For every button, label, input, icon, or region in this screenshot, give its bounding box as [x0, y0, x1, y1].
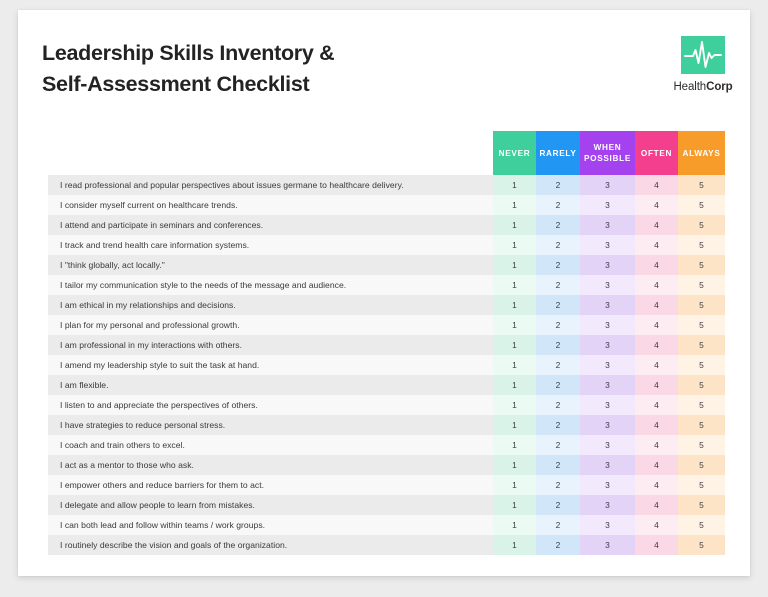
row-spacer-left: [18, 395, 48, 415]
scale-header-rarely[interactable]: [536, 131, 580, 175]
rating-cell[interactable]: 3: [580, 435, 635, 455]
rating-cell[interactable]: 2: [536, 295, 580, 315]
statement-cell: I plan for my personal and professional growth.: [48, 315, 493, 335]
header-spacer-left: [18, 131, 48, 175]
statement-cell: I delegate and allow people to learn from mistakes.: [48, 495, 493, 515]
rating-cell[interactable]: 2: [536, 315, 580, 335]
rating-cell[interactable]: 4: [635, 295, 678, 315]
row-spacer-right: [725, 335, 750, 355]
rating-cell[interactable]: 2: [536, 395, 580, 415]
rating-cell[interactable]: 3: [580, 475, 635, 495]
row-spacer-left: [18, 215, 48, 235]
statement-cell: I am ethical in my relationships and decisions.: [48, 295, 493, 315]
rating-cell[interactable]: 4: [635, 215, 678, 235]
rating-cell[interactable]: 1: [493, 475, 536, 495]
rating-cell[interactable]: 1: [493, 255, 536, 275]
table-row: [18, 235, 750, 255]
header-spacer-right: [725, 131, 750, 175]
rating-cell[interactable]: 2: [536, 415, 580, 435]
rating-cell[interactable]: 3: [580, 415, 635, 435]
rating-cell[interactable]: 2: [536, 515, 580, 535]
assessment-table-container: [18, 131, 750, 555]
rating-cell[interactable]: 5: [678, 255, 725, 275]
rating-cell[interactable]: 1: [493, 295, 536, 315]
rating-cell[interactable]: 5: [678, 355, 725, 375]
header-statement-column: [48, 131, 493, 175]
rating-cell[interactable]: 1: [493, 495, 536, 515]
row-spacer-right: [725, 455, 750, 475]
rating-cell[interactable]: 3: [580, 515, 635, 535]
table-row: [18, 375, 750, 395]
table-header-row: [18, 131, 750, 175]
rating-cell[interactable]: 4: [635, 455, 678, 475]
table-row: [18, 535, 750, 555]
rating-cell[interactable]: 4: [635, 175, 678, 195]
rating-cell[interactable]: 2: [536, 495, 580, 515]
statement-cell: I track and trend health care information systems.: [48, 235, 493, 255]
row-spacer-left: [18, 455, 48, 475]
rating-cell[interactable]: 4: [635, 315, 678, 335]
rating-cell[interactable]: 1: [493, 175, 536, 195]
rating-cell[interactable]: 3: [580, 175, 635, 195]
rating-cell[interactable]: 4: [635, 235, 678, 255]
rating-cell[interactable]: 5: [678, 395, 725, 415]
row-spacer-left: [18, 515, 48, 535]
rating-cell[interactable]: 2: [536, 535, 580, 555]
statement-cell: I routinely describe the vision and goals of the organization.: [48, 535, 493, 555]
rating-cell[interactable]: 1: [493, 515, 536, 535]
row-spacer-left: [18, 335, 48, 355]
row-spacer-right: [725, 315, 750, 335]
scale-header-always[interactable]: [678, 131, 725, 175]
row-spacer-right: [725, 355, 750, 375]
table-row: [18, 515, 750, 535]
statement-cell: I am professional in my interactions with others.: [48, 335, 493, 355]
rating-cell[interactable]: 4: [635, 415, 678, 435]
row-spacer-right: [725, 395, 750, 415]
row-spacer-left: [18, 255, 48, 275]
statement-cell: I have strategies to reduce personal stress.: [48, 415, 493, 435]
row-spacer-right: [725, 235, 750, 255]
rating-cell[interactable]: 5: [678, 375, 725, 395]
rating-cell[interactable]: 5: [678, 495, 725, 515]
rating-cell[interactable]: 3: [580, 335, 635, 355]
brand-name: [668, 81, 738, 93]
rating-cell[interactable]: 2: [536, 335, 580, 355]
row-spacer-right: [725, 255, 750, 275]
rating-cell[interactable]: 2: [536, 175, 580, 195]
rating-cell[interactable]: 1: [493, 335, 536, 355]
rating-cell[interactable]: 5: [678, 455, 725, 475]
rating-cell[interactable]: 5: [678, 335, 725, 355]
statement-cell: I am flexible.: [48, 375, 493, 395]
table-row: [18, 475, 750, 495]
scale-header-label: ALWAYS: [682, 148, 721, 158]
rating-cell[interactable]: 4: [635, 495, 678, 515]
table-row: [18, 315, 750, 335]
row-spacer-left: [18, 195, 48, 215]
rating-cell[interactable]: 3: [580, 495, 635, 515]
rating-cell[interactable]: 1: [493, 455, 536, 475]
rating-cell[interactable]: 1: [493, 315, 536, 335]
scale-header-label: NEVER: [498, 148, 531, 158]
table-row: [18, 255, 750, 275]
row-spacer-right: [725, 535, 750, 555]
row-spacer-left: [18, 375, 48, 395]
rating-cell[interactable]: 5: [678, 315, 725, 335]
rating-cell[interactable]: 1: [493, 535, 536, 555]
table-row: [18, 275, 750, 295]
rating-cell[interactable]: 4: [635, 375, 678, 395]
rating-cell[interactable]: 2: [536, 215, 580, 235]
table-row: [18, 395, 750, 415]
rating-cell[interactable]: 5: [678, 295, 725, 315]
row-spacer-right: [725, 195, 750, 215]
rating-cell[interactable]: 2: [536, 235, 580, 255]
rating-cell[interactable]: 1: [493, 355, 536, 375]
statement-cell: I attend and participate in seminars and conferences.: [48, 215, 493, 235]
scale-header-label: WHEN: [593, 143, 622, 152]
scale-header-when-possible[interactable]: [580, 131, 635, 175]
rating-cell[interactable]: 1: [493, 235, 536, 255]
statement-cell: I act as a mentor to those who ask.: [48, 455, 493, 475]
rating-cell[interactable]: 4: [635, 275, 678, 295]
row-spacer-right: [725, 215, 750, 235]
rating-cell[interactable]: 2: [536, 275, 580, 295]
statement-cell: I can both lead and follow within teams / work groups.: [48, 515, 493, 535]
rating-cell[interactable]: 5: [678, 415, 725, 435]
page-title-line-2: Self-Assessment Checklist: [42, 72, 310, 96]
rating-cell[interactable]: 3: [580, 315, 635, 335]
rating-cell[interactable]: 4: [635, 435, 678, 455]
table-row: [18, 175, 750, 195]
rating-cell[interactable]: 2: [536, 195, 580, 215]
page-title-line-1: Leadership Skills Inventory &: [42, 41, 335, 65]
table-row: [18, 415, 750, 435]
rating-cell[interactable]: 1: [493, 375, 536, 395]
row-spacer-right: [725, 475, 750, 495]
rating-cell[interactable]: 1: [493, 275, 536, 295]
rating-cell[interactable]: 5: [678, 235, 725, 255]
rating-cell[interactable]: 3: [580, 375, 635, 395]
rating-cell[interactable]: 1: [493, 215, 536, 235]
statement-cell: I coach and train others to excel.: [48, 435, 493, 455]
assessment-table: [18, 131, 750, 555]
table-row: [18, 335, 750, 355]
table-row: [18, 195, 750, 215]
table-body: [18, 175, 750, 555]
rating-cell[interactable]: 1: [493, 395, 536, 415]
row-spacer-right: [725, 275, 750, 295]
statement-cell: I amend my leadership style to suit the task at hand.: [48, 355, 493, 375]
rating-cell[interactable]: 3: [580, 235, 635, 255]
rating-cell[interactable]: 5: [678, 275, 725, 295]
statement-cell: I consider myself current on healthcare trends.: [48, 195, 493, 215]
row-spacer-left: [18, 535, 48, 555]
statement-cell: I listen to and appreciate the perspectives of others.: [48, 395, 493, 415]
rating-cell[interactable]: 4: [635, 395, 678, 415]
row-spacer-right: [725, 375, 750, 395]
row-spacer-left: [18, 495, 48, 515]
rating-cell[interactable]: 5: [678, 195, 725, 215]
table-row: [18, 495, 750, 515]
row-spacer-left: [18, 315, 48, 335]
rating-cell[interactable]: 3: [580, 255, 635, 275]
row-spacer-left: [18, 175, 48, 195]
rating-cell[interactable]: 3: [580, 195, 635, 215]
rating-cell[interactable]: 1: [493, 435, 536, 455]
statement-cell: I empower others and reduce barriers for them to act.: [48, 475, 493, 495]
scale-header-often[interactable]: [635, 131, 678, 175]
statement-cell: I read professional and popular perspectives about issues germane to healthcare delivery.: [48, 175, 493, 195]
document-header: [18, 10, 750, 120]
row-spacer-left: [18, 355, 48, 375]
rating-cell[interactable]: 1: [493, 415, 536, 435]
scale-header-label: RARELY: [539, 148, 577, 158]
row-spacer-left: [18, 295, 48, 315]
rating-cell[interactable]: 5: [678, 175, 725, 195]
document-card: [18, 10, 750, 576]
table-row: [18, 355, 750, 375]
scale-header-label: POSSIBLE: [583, 154, 631, 163]
rating-cell[interactable]: 5: [678, 475, 725, 495]
rating-cell[interactable]: 2: [536, 475, 580, 495]
scale-header-never[interactable]: [493, 131, 536, 175]
rating-cell[interactable]: 5: [678, 435, 725, 455]
rating-cell[interactable]: 4: [635, 535, 678, 555]
rating-cell[interactable]: 3: [580, 455, 635, 475]
table-row: [18, 435, 750, 455]
row-spacer-right: [725, 415, 750, 435]
table-row: [18, 215, 750, 235]
brand-logo: [668, 36, 738, 93]
rating-cell[interactable]: 4: [635, 355, 678, 375]
row-spacer-right: [725, 295, 750, 315]
brand-name-light: Health: [673, 81, 707, 93]
row-spacer-left: [18, 435, 48, 455]
rating-cell[interactable]: 1: [493, 195, 536, 215]
rating-cell[interactable]: 3: [580, 535, 635, 555]
brand-name-bold: Corp: [706, 81, 733, 93]
table-header: [18, 131, 750, 175]
rating-cell[interactable]: 4: [635, 515, 678, 535]
scale-header-label: OFTEN: [640, 148, 673, 158]
page-title: [42, 38, 472, 100]
table-row: [18, 455, 750, 475]
row-spacer-right: [725, 175, 750, 195]
rating-cell[interactable]: 2: [536, 255, 580, 275]
row-spacer-right: [725, 495, 750, 515]
rating-cell[interactable]: 2: [536, 375, 580, 395]
row-spacer-left: [18, 275, 48, 295]
rating-cell[interactable]: 5: [678, 215, 725, 235]
rating-cell[interactable]: 2: [536, 455, 580, 475]
rating-cell[interactable]: 5: [678, 515, 725, 535]
heartbeat-ekg-icon: [681, 36, 725, 74]
rating-cell[interactable]: 2: [536, 355, 580, 375]
row-spacer-right: [725, 435, 750, 455]
rating-cell[interactable]: 3: [580, 215, 635, 235]
rating-cell[interactable]: 4: [635, 255, 678, 275]
statement-cell: I tailor my communication style to the needs of the message and audience.: [48, 275, 493, 295]
rating-cell[interactable]: 3: [580, 275, 635, 295]
row-spacer-left: [18, 475, 48, 495]
statement-cell: I "think globally, act locally.": [48, 255, 493, 275]
row-spacer-left: [18, 235, 48, 255]
rating-cell[interactable]: 4: [635, 475, 678, 495]
rating-cell[interactable]: 3: [580, 295, 635, 315]
rating-cell[interactable]: 5: [678, 535, 725, 555]
row-spacer-right: [725, 515, 750, 535]
table-row: [18, 295, 750, 315]
rating-cell[interactable]: 4: [635, 335, 678, 355]
rating-cell[interactable]: 3: [580, 395, 635, 415]
row-spacer-left: [18, 415, 48, 435]
rating-cell[interactable]: 3: [580, 355, 635, 375]
rating-cell[interactable]: 4: [635, 195, 678, 215]
rating-cell[interactable]: 2: [536, 435, 580, 455]
